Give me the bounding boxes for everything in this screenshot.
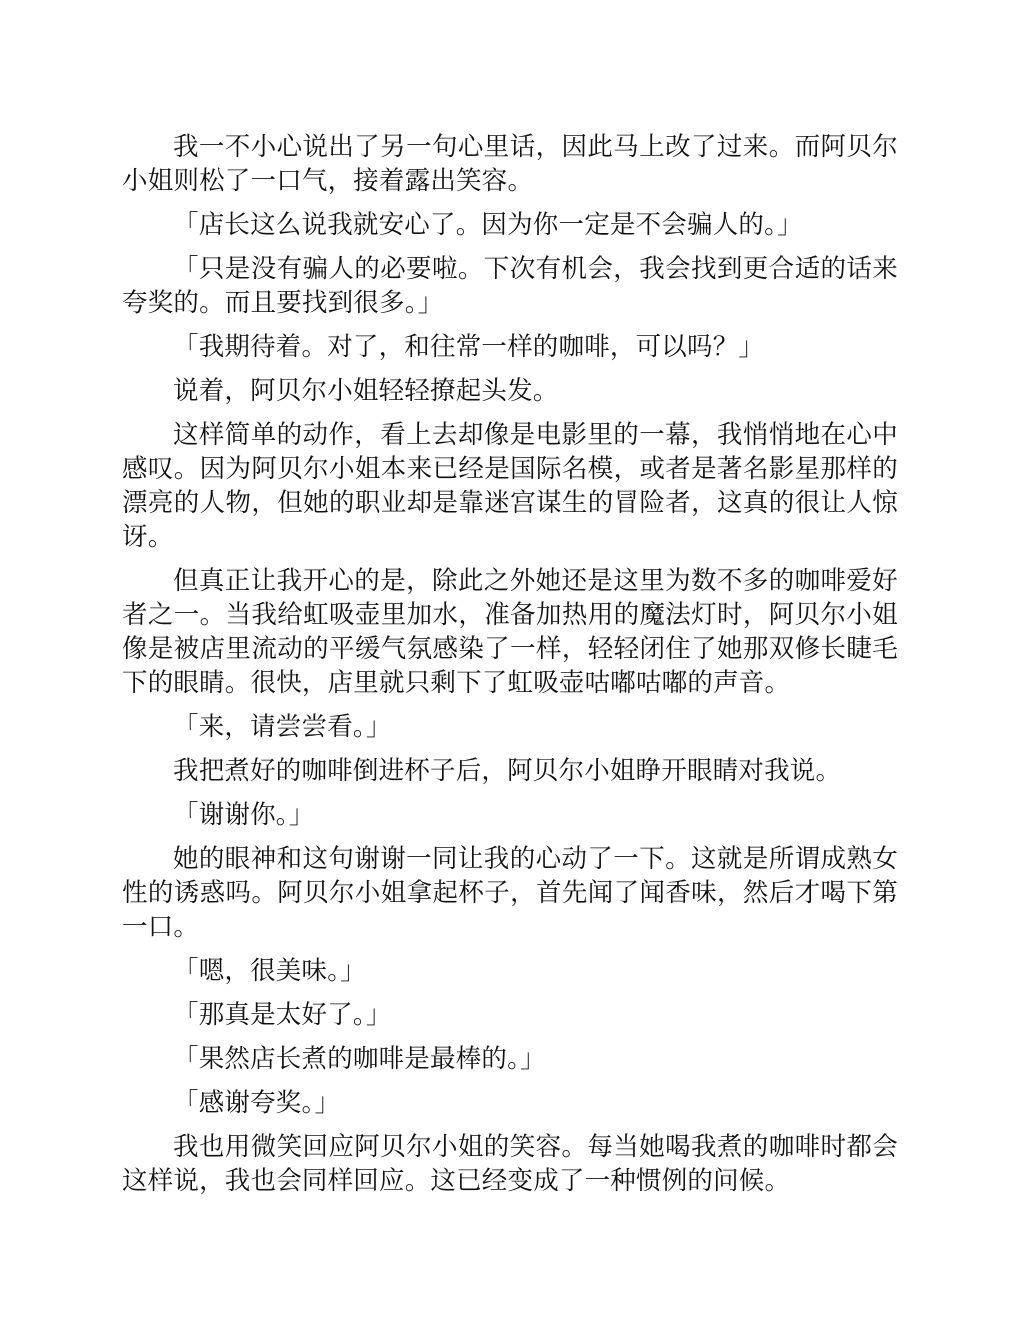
paragraph: 但真正让我开心的是，除此之外她还是这里为数不多的咖啡爱好者之一。当我给虹吸壶里加水，准备加热用的魔法灯时，阿贝尔小姐像是被店里流动的平缓气氛感染了一样，轻轻闭住了她那双修长睫毛下的眼睛。很快，店里就只剩下了虹吸壶咕嘟咕嘟的声音。 — [122, 566, 898, 698]
paragraph: 这样简单的动作，看上去却像是电影里的一幕，我悄悄地在心中感叹。因为阿贝尔小姐本来已经是国际名模，或者是著名影星那样的漂亮的人物，但她的职业却是靠迷宫谋生的冒险者，这真的很让人惊讶。 — [122, 420, 898, 552]
paragraph: 「店长这么说我就安心了。因为你一定是不会骗人的。」 — [173, 210, 803, 240]
paragraph: 我把煮好的咖啡倒进杯子后，阿贝尔小姐睁开眼睛对我说。 — [173, 756, 842, 786]
paragraph: 「谢谢你。」 — [173, 800, 315, 830]
paragraph: 「来，请尝尝看。」 — [173, 712, 392, 742]
paragraph: 我一不小心说出了另一句心里话，因此马上改了过来。而阿贝尔小姐则松了一口气，接着露出笑容。 — [122, 132, 898, 196]
paragraph: 「我期待着。对了，和往常一样的咖啡，可以吗？」 — [173, 332, 765, 362]
paragraph: 「只是没有骗人的必要啦。下次有机会，我会找到更合适的话来夸奖的。而且要找到很多。」 — [122, 254, 898, 318]
paragraph: 她的眼神和这句谢谢一同让我的心动了一下。这就是所谓成熟女性的诱惑吗。阿贝尔小姐拿起杯子，首先闻了闻香味，然后才喝下第一口。 — [122, 844, 898, 942]
paragraph: 「嗯，很美味。」 — [173, 956, 366, 986]
paragraph: 「果然店长煮的咖啡是最棒的。」 — [173, 1044, 546, 1074]
paragraph: 说着，阿贝尔小姐轻轻撩起头发。 — [173, 376, 559, 406]
paragraph: 「那真是太好了。」 — [173, 1000, 392, 1030]
document-page — [122, 130, 898, 1208]
paragraph: 我也用微笑回应阿贝尔小姐的笑容。每当她喝我煮的咖啡时都会这样说，我也会同样回应。这已经变成了一种惯例的问候。 — [122, 1132, 898, 1196]
paragraph: 「感谢夸奖。」 — [173, 1088, 341, 1118]
